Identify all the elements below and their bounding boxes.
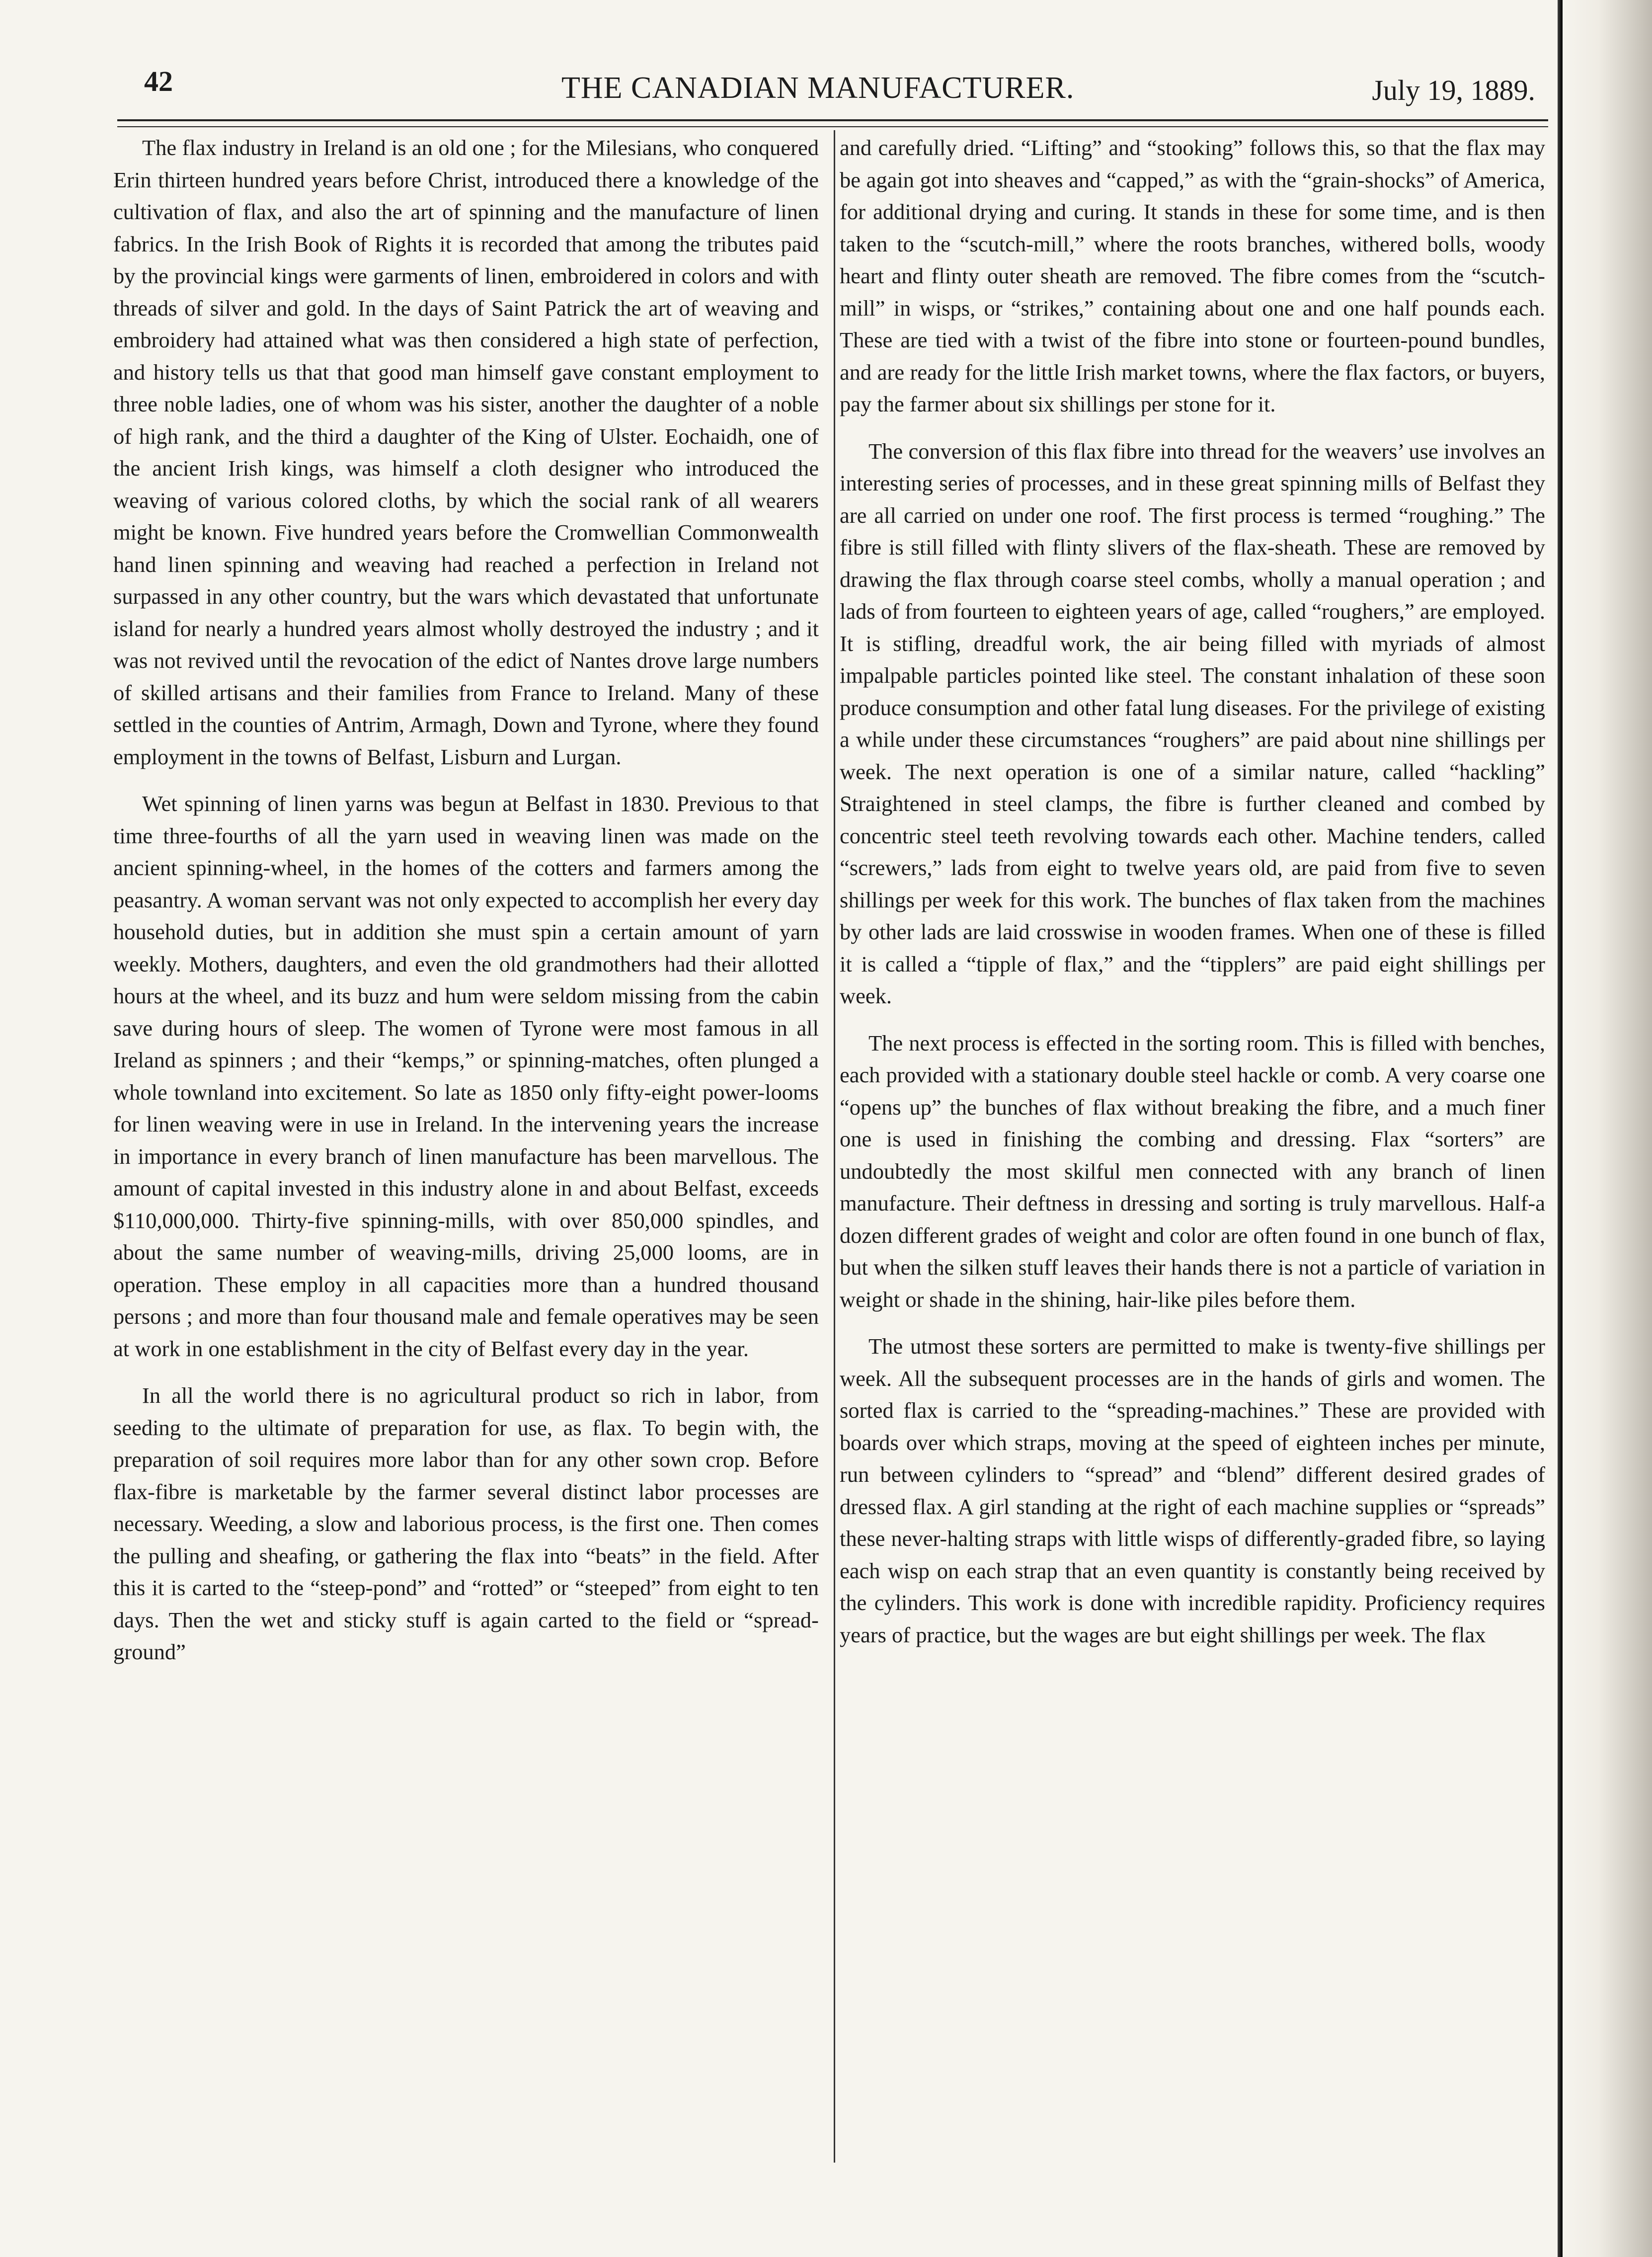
- header-rule-thin: [117, 126, 1548, 127]
- column-divider: [834, 130, 835, 2163]
- article-paragraph: The utmost these sorters are permitted to make is twenty-five shillings per week. All the subsequent processes are in the hands of girls and women. The sorted flax is carried to the “spreading-machines.” These are provided with boards over which straps, moving at the speed of eighteen inches per minute, run between cylinders to “spread” and “blend” different desired grades of dressed flax. A girl standing at the right of each machine supplies or “spreads” these never-halting straps with little wisps of differently-graded fibre, so laying each wisp on each strap that an even quantity is constantly being received by the cylinders. This work is done with incredible rapidity. Proficiency requires years of practice, but the wages are but eight shillings per week. The flax: [840, 1334, 1545, 1647]
- article-paragraph: The flax industry in Ireland is an old one ; for the Milesians, who conquered Erin thirteen hundred years before Christ, introduced there a knowledge of the cultivation of flax, and also the art of spinning and the manufacture of linen fabrics. In the Irish Book of Rights it is recorded that among the tributes paid by the provincial kings were garments of linen, embroidered in colors and with threads of silver and gold. In the days of Saint Patrick the art of weaving and embroidery had attained what was then considered a high state of perfection, and history tells us that that good man himself gave constant employment to three noble ladies, one of whom was his sister, another the daughter of a noble of high rank, and the third a daughter of the King of Ulster. Eochaidh, one of the ancient Irish kings, was himself a cloth designer who introduced the weaving of various colored cloths, by which the social rank of all wearers might be known. Five hundred years before the Cromwellian Commonwealth hand linen spinning and weaving had reached a perfection in Ireland not surpassed in any other country, but the wars which devastated that unfortunate island for nearly a hundred years almost wholly destroyed the industry ; and it was not revived until the revocation of the edict of Nantes drove large numbers of skilled artisans and their families from France to Ireland. Many of these settled in the counties of Antrim, Armagh, Down and Tyrone, where they found employment in the towns of Belfast, Lisburn and Lurgan.: [113, 135, 819, 769]
- article-paragraph: Wet spinning of linen yarns was begun at Belfast in 1830. Previous to that time three-fourths of all the yarn used in weaving linen was made on the ancient spinning-wheel, in the homes of the cotters and farmers among the peasantry. A woman servant was not only expected to accomplish her every day household duties, but in addition she must spin a certain amount of yarn weekly. Mothers, daughters, and even the old grandmothers had their allotted hours at the wheel, and its buzz and hum were seldom missing from the cabin save during hours of sleep. The women of Tyrone were most famous in all Ireland as spinners ; and their “kemps,” or spinning-matches, often plunged a whole townland into excitement. So late as 1850 only fifty-eight power-looms for linen weaving were in use in Ireland. In the intervening years the increase in importance in every branch of linen manufacture has been marvellous. The amount of capital invested in this industry alone in and about Belfast, exceeds $110,000,000. Thirty-five spinning-mills, with over 850,000 spindles, and about the same number of weaving-mills, driving 25,000 looms, are in operation. These employ in all capacities more than a hundred thousand persons ; and more than four thousand male and female operatives may be seen at work in one establishment in the city of Belfast every day in the year.: [113, 791, 819, 1361]
- article-paragraph: The conversion of this flax fibre into thread for the weavers’ use involves an interesting series of processes, and in these great spinning mills of Belfast they are all carried on under one roof. The first process is termed “roughing.” The fibre is still filled with flinty slivers of the flax-sheath. These are removed by drawing the flax through coarse steel combs, wholly a manual operation ; and lads of from fourteen to eighteen years of age, called “roughers,” are employed. It is stifling, dreadful work, the air being filled with myriads of almost impalpable particles pointed like steel. The constant inhalation of these soon produce consumption and other fatal lung diseases. For the privilege of existing a while under these circumstances “roughers” are paid about nine shillings per week. The next operation is one of a similar nature, called “hackling” Straightened in steel clamps, the fibre is further cleaned and combed by concentric steel teeth revolving towards each other. Machine tenders, called “screwers,” lads from eight to twelve years old, are paid from five to seven shillings per week for this work. The bunches of flax taken from the machines by other lads are laid crosswise in wooden frames. When one of these is filled it is called a “tipple of flax,” and the “tipplers” are paid eight shillings per week.: [840, 438, 1545, 1008]
- left-column: [113, 132, 819, 1683]
- page-header: [114, 65, 1555, 124]
- article-paragraph: and carefully dried. “Lifting” and “stooking” follows this, so that the flax may be again got into sheaves and “capped,” as with the “grain-shocks” of America, for additional drying and curing. It stands in these for some time, and is then taken to the “scutch-mill,” where the roots branches, withered bolls, woody heart and flinty outer sheath are removed. The fibre comes from the “scutch-mill” in wisps, or “strikes,” containing about one and one half pounds each. These are tied with a twist of the fibre into stone or fourteen-pound bundles, and are ready for the little Irish market towns, where the flax factors, or buyers, pay the farmer about six shillings per stone for it.: [840, 135, 1545, 416]
- article-paragraph: The next process is effected in the sorting room. This is filled with benches, each provided with a stationary double steel hackle or comb. A very coarse one “opens up” the bunches of flax without breaking the fibre, and a much finer one is used in finishing the combing and dressing. Flax “sorters” are undoubtedly the most skilful men connected with any branch of linen manufacture. Their deftness in dressing and sorting is truly marvellous. Half-a dozen different grades of weight and color are often found in one bunch of flax, but when the silken stuff leaves their hands there is not a particle of variation in weight or shade in the shining, hair-like piles before them.: [840, 1030, 1545, 1312]
- issue-date: July 19, 1889.: [1372, 74, 1535, 106]
- article-paragraph: In all the world there is no agricultural product so rich in labor, from seeding to the ultimate of preparation for use, as flax. To begin with, the preparation of soil requires more labor than for any other sown crop. Before flax-fibre is marketable by the farmer several distinct labor processes are necessary. Weeding, a slow and laborious process, is the first one. Then comes the pulling and sheafing, or gathering the flax into “beats” in the field. After this it is carted to the “steep-pond” and “rotted” or “steeped” from eight to ten days. Then the wet and sticky stuff is again carted to the field or “spread-ground”: [113, 1383, 819, 1664]
- journal-title: THE CANADIAN MANUFACTURER.: [561, 71, 1075, 105]
- next-page-edge: [1563, 0, 1652, 2257]
- page-number: 42: [144, 65, 173, 97]
- header-rule: [117, 119, 1548, 121]
- right-column: [840, 132, 1545, 1666]
